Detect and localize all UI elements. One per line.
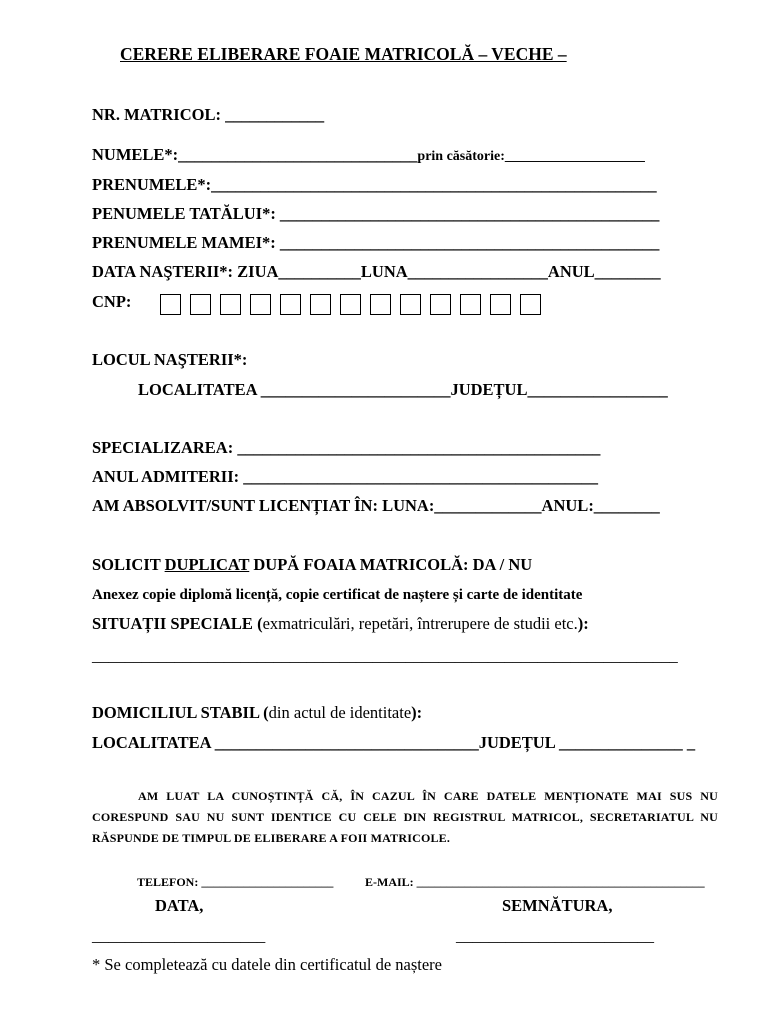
anul-admiterii-field[interactable]: ANUL ADMITERII: ___________________________________________	[92, 467, 599, 486]
solicit-duplicat-line	[92, 555, 532, 575]
situatii-note: exmatriculări, repetări, întrerupere de studii etc.	[262, 614, 578, 633]
penumele-tatalui-field[interactable]: PENUMELE TATĂLUI*: ______________________________________________	[92, 204, 660, 223]
absolvit-field[interactable]: AM ABSOLVIT/SUNT LICENȚIAT ÎN: LUNA:_____________ANUL:________	[92, 496, 660, 515]
anexez-text: Anexez copie diplomă licență, copie certificat de naștere și carte de identitate	[92, 587, 583, 603]
footnote: * Se completează cu datele din certificatul de naștere	[92, 955, 442, 974]
domiciliu-paren-open: (	[259, 703, 269, 722]
situatii-paren-close: ):	[577, 614, 589, 633]
telefon-field[interactable]: TELEFON: ______________________	[137, 875, 334, 889]
prenumele-mamei-field[interactable]: PRENUMELE MAMEI*: ______________________________________________	[92, 233, 660, 252]
data-label: DATA,	[155, 896, 204, 915]
locul-nasterii-label: LOCUL NAŞTERII*:	[92, 350, 248, 369]
cnp-digit-box[interactable]	[490, 294, 511, 315]
solicit-suffix: DUPĂ FOAIA MATRICOLĂ: DA / NU	[249, 555, 533, 574]
situatii-paren-open: (	[252, 614, 263, 633]
localitatea-nastere-field[interactable]: LOCALITATEA _______________________JUDEȚUL_________________	[138, 380, 668, 399]
cnp-boxes	[160, 294, 541, 315]
email-field[interactable]: E-MAIL: ________________________________________________	[365, 875, 705, 889]
situatii-speciale-line	[92, 614, 589, 634]
page-title: CERERE ELIBERARE FOAIE MATRICOLĂ – VECHE –	[120, 44, 567, 64]
situatii-label: SITUAȚII SPECIALE	[92, 614, 253, 633]
cnp-digit-box[interactable]	[250, 294, 271, 315]
prin-casatorie-field[interactable]: prin căsătorie:____________________	[417, 149, 645, 164]
cnp-digit-box[interactable]	[310, 294, 331, 315]
numele-label: NUMELE*:_____________________________	[92, 145, 418, 164]
localitatea-domiciliu-field[interactable]: LOCALITATEA ________________________________JUDEȚUL _______________ _	[92, 733, 696, 752]
cnp-digit-box[interactable]	[370, 294, 391, 315]
semnatura-sign-line[interactable]: ________________________	[456, 926, 654, 945]
data-sign-line[interactable]: _____________________	[92, 926, 266, 945]
cnp-digit-box[interactable]	[280, 294, 301, 315]
cnp-digit-box[interactable]	[460, 294, 481, 315]
domiciliu-note: din actul de identitate	[268, 703, 412, 722]
specializarea-field[interactable]: SPECIALIZAREA: ____________________________________________	[92, 438, 601, 457]
cnp-digit-box[interactable]	[220, 294, 241, 315]
nr-matricol-field[interactable]: NR. MATRICOL: ____________	[92, 105, 325, 124]
domiciliu-label: DOMICILIUL STABIL	[92, 703, 260, 722]
data-nasterii-field[interactable]: DATA NAŞTERII*: ZIUA__________LUNA_________________ANUL________	[92, 262, 661, 281]
domiciliu-line	[92, 703, 422, 723]
domiciliu-paren-close: ):	[411, 703, 423, 722]
numele-field[interactable]	[92, 145, 645, 167]
semnatura-label: SEMNĂTURA,	[502, 896, 613, 915]
cnp-label: CNP:	[92, 292, 132, 311]
prenumele-field[interactable]: PRENUMELE*:______________________________________________________	[92, 175, 657, 194]
cnp-digit-box[interactable]	[190, 294, 211, 315]
cnp-digit-box[interactable]	[400, 294, 421, 315]
cnp-digit-box[interactable]	[340, 294, 361, 315]
cnp-digit-box[interactable]	[160, 294, 181, 315]
cnp-digit-box[interactable]	[520, 294, 541, 315]
solicit-prefix: SOLICIT	[92, 555, 165, 574]
disclaimer-text: AM LUAT LA CUNOȘTINȚĂ CĂ, ÎN CAZUL ÎN CARE DATELE MENȚIONATE MAI SUS NU CORESPUND SAU NU SUNT IDENTICE CU CELE DIN REGISTRUL MATRICOL, SECRETARIATUL NU RĂSPUNDE DE TIMPUL DE ELIBERARE A FOII MATRICOLE.	[92, 789, 718, 845]
situatii-input-line[interactable]: _______________________________________________________________________	[92, 646, 678, 665]
duplicat-word: DUPLICAT	[164, 555, 250, 574]
cnp-digit-box[interactable]	[430, 294, 451, 315]
